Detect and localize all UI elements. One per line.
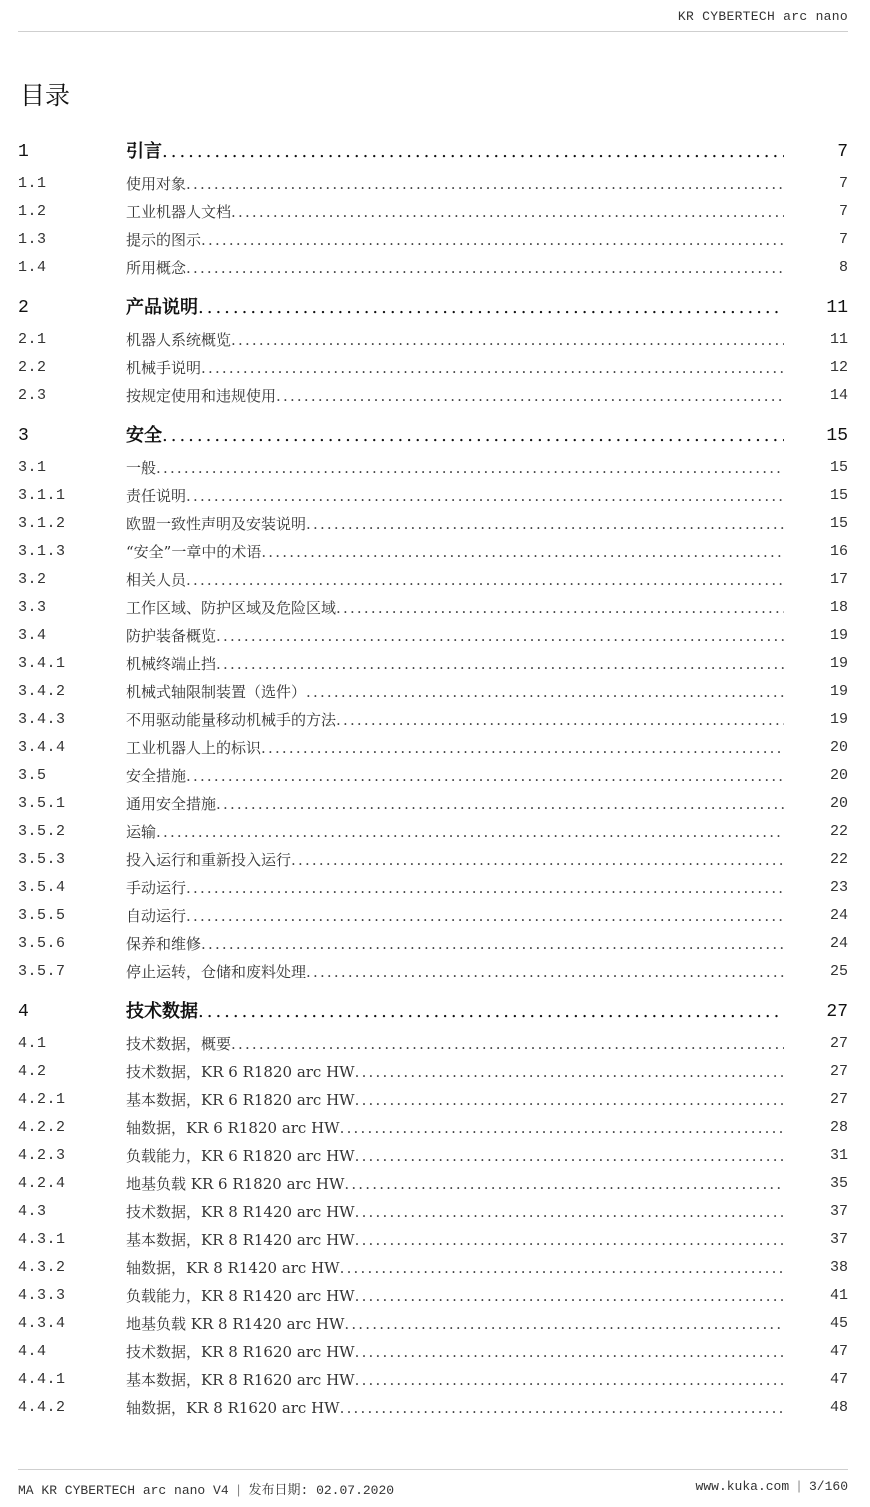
footer-page-number: 3/160 [808,1479,848,1494]
toc-entry-title-line [126,736,784,760]
toc-entry-page: 19 [829,683,848,700]
toc-entry-number: 1 [18,142,30,162]
toc-entry-title: 地基负载 KR 8 R1420 arc HW [126,1315,345,1333]
toc-entry-page: 15 [829,459,848,476]
footer-date: 02.07.2020 [316,1483,395,1498]
toc-entry-title: 技术数据，KR 8 R1620 arc HW [126,1343,355,1361]
toc-entry[interactable] [18,256,850,280]
toc-entry-title: 不用驱动能量移动机械手的方法 [126,711,337,729]
toc-entry[interactable] [18,1032,850,1056]
toc-entry[interactable] [18,540,850,564]
toc-entry-title: 轴数据，KR 6 R1820 arc HW [126,1119,340,1137]
toc-entry-page: 35 [829,1175,848,1192]
toc-entry-title-line [126,296,784,320]
footer-separator: | [795,1479,803,1494]
toc-entry-title-line [126,1116,784,1140]
toc-entry-number: 4.3.2 [18,1259,66,1276]
toc-entry-number: 3.3 [18,599,47,616]
toc-entry-title-line [126,764,784,788]
toc-entry-title-line [126,904,784,928]
toc-entry[interactable] [18,456,850,480]
toc-entry-title: 通用安全措施 [126,795,217,813]
toc-entry[interactable] [18,1256,850,1280]
toc-entry-title-line [126,172,784,196]
toc-entry-page: 8 [838,259,848,276]
toc-entry-number: 4.3.1 [18,1231,66,1248]
toc-entry-number: 2 [18,298,30,318]
toc-entry-page: 37 [829,1231,848,1248]
toc-entry-title: 所用概念 [126,259,187,277]
toc-entry[interactable] [18,484,850,508]
toc-entry[interactable] [18,1060,850,1084]
toc-entry-title: 安全 [126,425,162,446]
toc-entry-title: 负载能力，KR 6 R1820 arc HW [126,1147,355,1165]
toc-entry-title: 机械式轴限制装置（选件） [126,683,307,701]
toc-entry-page: 19 [829,627,848,644]
toc-entry-page: 24 [829,907,848,924]
toc-entry-title: 工作区域、防护区域及危险区域 [126,599,337,617]
toc-entry-number: 4 [18,1002,30,1022]
toc-entry[interactable] [18,792,850,816]
toc-entry-title: 产品说明 [126,297,198,318]
toc-entry-number: 4.2.1 [18,1091,66,1108]
toc-entry-number: 3.1.2 [18,515,66,532]
toc-entry-title-line [126,1396,784,1420]
toc-entry[interactable] [18,1396,850,1420]
toc-entry-page: 18 [829,599,848,616]
toc-entry-page: 23 [829,879,848,896]
toc-entry-page: 31 [829,1147,848,1164]
toc-entry[interactable] [18,680,850,704]
toc-entry[interactable] [18,1088,850,1112]
toc-entry-title-line [126,256,784,280]
toc-entry-title: 责任说明 [126,487,187,505]
toc-entry-number: 3.1 [18,459,47,476]
toc-entry[interactable] [18,1284,850,1308]
toc-entry-page: 19 [829,711,848,728]
toc-entry-title-line [126,792,784,816]
toc-entry-number: 4.2.2 [18,1119,66,1136]
toc-entry[interactable] [18,1116,850,1140]
toc-entry-page: 47 [829,1343,848,1360]
toc-entry-title-line [126,1032,784,1056]
toc-entry-title: 投入运行和重新投入运行 [126,851,292,869]
toc-entry-number: 4.2.3 [18,1147,66,1164]
toc-entry-page: 15 [829,515,848,532]
toc-entry-title: 技术数据，概要 [126,1035,232,1053]
toc-entry-title-line [126,424,784,448]
toc-entry-title-line [126,456,784,480]
toc-entry-title: 工业机器人上的标识 [126,739,262,757]
footer-left [18,1479,394,1498]
toc-entry[interactable] [18,1228,850,1252]
toc-entry-title-line [126,228,784,252]
toc-entry[interactable] [18,384,850,408]
page-title: 目录 [20,81,71,110]
toc-entry-page: 15 [829,487,848,504]
toc-entry-title: 基本数据，KR 6 R1820 arc HW [126,1091,355,1109]
footer-separator: | [234,1483,243,1498]
toc-entry-number: 4.3.3 [18,1287,66,1304]
toc-entry-number: 4.4 [18,1343,47,1360]
toc-entry-page: 19 [829,655,848,672]
toc-entry-title-line [126,680,784,704]
toc-entry-title-line [126,596,784,620]
toc-chapter-entry[interactable] [18,140,850,164]
footer-website-link[interactable]: www.kuka.com [695,1479,790,1494]
toc-entry-page: 14 [829,387,848,404]
toc-entry-page: 48 [829,1399,848,1416]
toc-entry-title-line [126,1340,784,1364]
toc-entry[interactable] [18,736,850,760]
toc-entry-title-line [126,328,784,352]
toc-entry-title: 手动运行 [126,879,187,897]
toc-entry-title: 技术数据，KR 8 R1420 arc HW [126,1203,355,1221]
toc-entry[interactable] [18,1172,850,1196]
toc-entry-number: 4.2 [18,1063,47,1080]
toc-entry-number: 3.4.1 [18,655,66,672]
toc-entry[interactable] [18,200,850,224]
toc-entry[interactable] [18,328,850,352]
toc-entry-page: 27 [829,1091,848,1108]
toc-entry-title: 工业机器人文档 [126,203,232,221]
toc-entry-number: 3.4.3 [18,711,66,728]
toc-entry[interactable] [18,708,850,732]
toc-entry-number: 1.2 [18,203,47,220]
toc-entry-number: 4.3.4 [18,1315,66,1332]
toc-entry-title-line [126,484,784,508]
toc-entry-title-line [126,652,784,676]
toc-entry-page: 7 [838,231,848,248]
toc-entry-page: 27 [829,1063,848,1080]
toc-entry-title: 机械终端止挡 [126,655,217,673]
toc-entry-number: 3.5.7 [18,963,66,980]
toc-entry[interactable] [18,876,850,900]
toc-entry-number: 4.2.4 [18,1175,66,1192]
toc-entry-title-line [126,1000,784,1024]
toc-entry-page: 20 [829,795,848,812]
toc-entry-number: 1.1 [18,175,47,192]
toc-entry[interactable] [18,652,850,676]
toc-entry-title: 防护装备概览 [126,627,217,645]
toc-entry-title: 引言 [126,141,162,162]
toc-entry-title: 基本数据，KR 8 R1620 arc HW [126,1371,355,1389]
toc-entry-title-line [126,1284,784,1308]
toc-entry-number: 3.4.2 [18,683,66,700]
toc-entry-title-line [126,200,784,224]
toc-entry-title: 一般 [126,459,157,477]
toc-entry-title: “安全”一章中的术语 [126,543,262,561]
toc-entry[interactable] [18,1200,850,1224]
toc-entry-number: 2.2 [18,359,47,376]
toc-entry-page: 12 [829,359,848,376]
toc-entry-title: 欧盟一致性声明及安装说明 [126,515,307,533]
toc-entry-title-line [126,848,784,872]
toc-entry-title-line [126,932,784,956]
toc-entry-title-line [126,820,784,844]
toc-entry-number: 3.5.2 [18,823,66,840]
toc-entry-number: 3.5.4 [18,879,66,896]
toc-entry-number: 3.4 [18,627,47,644]
toc-entry[interactable] [18,1312,850,1336]
toc-entry-title: 基本数据，KR 8 R1420 arc HW [126,1231,355,1249]
toc-entry-title: 轴数据，KR 8 R1420 arc HW [126,1259,340,1277]
toc-entry-title-line [126,356,784,380]
toc-entry[interactable] [18,764,850,788]
toc-entry-page: 15 [826,426,848,446]
toc-entry-title: 运输 [126,823,157,841]
toc-entry-number: 3 [18,426,30,446]
toc-entry-number: 4.4.1 [18,1371,66,1388]
toc-entry[interactable] [18,512,850,536]
toc-entry[interactable] [18,848,850,872]
toc-entry[interactable] [18,820,850,844]
toc-entry[interactable] [18,624,850,648]
toc-entry-title-line [126,960,784,984]
toc-chapter-entry[interactable] [18,296,850,320]
toc-entry-title-line [126,1144,784,1168]
toc-entry-title-line [126,568,784,592]
toc-entry-page: 7 [837,142,848,162]
toc-entry-page: 27 [829,1035,848,1052]
toc-entry-title: 负载能力，KR 8 R1420 arc HW [126,1287,355,1305]
toc-entry-number: 3.5.5 [18,907,66,924]
toc-entry-title-line [126,1228,784,1252]
toc-entry-title: 提示的图示 [126,231,202,249]
toc-entry-number: 3.5 [18,767,47,784]
toc-entry[interactable] [18,1144,850,1168]
toc-entry-title-line [126,1200,784,1224]
toc-entry[interactable] [18,904,850,928]
toc-entry-title: 停止运转，仓储和废料处理 [126,963,307,981]
toc-entry-page: 27 [826,1002,848,1022]
toc-entry-title: 安全措施 [126,767,187,785]
toc-entry-number: 4.3 [18,1203,47,1220]
toc-entry-page: 11 [829,331,848,348]
toc-chapter-entry[interactable] [18,1000,850,1024]
toc-entry-title: 地基负载 KR 6 R1820 arc HW [126,1175,345,1193]
toc-entry[interactable] [18,172,850,196]
toc-entry[interactable] [18,356,850,380]
toc-entry[interactable] [18,960,850,984]
toc-entry-page: 22 [829,851,848,868]
toc-entry-title: 自动运行 [126,907,187,925]
toc-entry-number: 2.3 [18,387,47,404]
toc-entry-title-line [126,1368,784,1392]
toc-entry-title-line [126,384,784,408]
toc-entry[interactable] [18,568,850,592]
footer-date-label: 发布日期: [248,1483,309,1498]
header-title: KR CYBERTECH arc nano [677,9,848,24]
toc-entry-page: 24 [829,935,848,952]
toc-entry-title-line [126,1312,784,1336]
toc-entry-title-line [126,1088,784,1112]
page-footer [18,1469,848,1502]
toc-entry-title: 相关人员 [126,571,187,589]
toc-entry-number: 3.4.4 [18,739,66,756]
toc-entry-page: 20 [829,767,848,784]
footer-right [696,1479,848,1494]
toc-entry-number: 4.4.2 [18,1399,66,1416]
toc-entry-title: 按规定使用和违规使用 [126,387,277,405]
toc-entry-title-line [126,708,784,732]
toc-entry-page: 45 [829,1315,848,1332]
toc-entry-page: 25 [829,963,848,980]
toc-chapter-entry[interactable] [18,424,850,448]
toc-entry-title-line [126,140,784,164]
toc-entry-title: 技术数据 [126,1001,198,1022]
toc-entry[interactable] [18,1368,850,1392]
toc-entry-page: 11 [826,298,848,318]
toc-entry-number: 1.3 [18,231,47,248]
toc-entry-title-line [126,1256,784,1280]
toc-entry-page: 7 [838,175,848,192]
toc-entry-page: 7 [838,203,848,220]
toc-entry[interactable] [18,1340,850,1364]
toc-entry-title-line [126,1060,784,1084]
toc-entry-number: 3.5.1 [18,795,66,812]
toc-entry[interactable] [18,228,850,252]
toc-entry-page: 37 [829,1203,848,1220]
toc-entry-page: 28 [829,1119,848,1136]
toc-entry-page: 41 [829,1287,848,1304]
toc-entry-title-line [126,624,784,648]
toc-entry-number: 3.2 [18,571,47,588]
toc-entry[interactable] [18,596,850,620]
toc-entry-title-line [126,876,784,900]
toc-entry-number: 3.5.3 [18,851,66,868]
toc-entry-title: 轴数据，KR 8 R1620 arc HW [126,1399,340,1417]
toc-entry-title: 机械手说明 [126,359,202,377]
toc-entry-title: 使用对象 [126,175,187,193]
toc-entry-title-line [126,540,784,564]
toc-entry-title-line [126,512,784,536]
footer-doc-name: MA KR CYBERTECH arc nano V4 [18,1483,229,1498]
toc-entry-number: 4.1 [18,1035,47,1052]
toc-entry-page: 22 [829,823,848,840]
toc-entry-title: 机器人系统概览 [126,331,232,349]
toc-entry-page: 16 [829,543,848,560]
toc-entry-title: 保养和维修 [126,935,202,953]
toc-entry-title: 技术数据，KR 6 R1820 arc HW [126,1063,355,1081]
toc-entry-number: 3.1.1 [18,487,66,504]
toc-entry-number: 1.4 [18,259,47,276]
toc-entry-number: 3.1.3 [18,543,66,560]
toc-entry-page: 20 [829,739,848,756]
toc-entry-page: 38 [829,1259,848,1276]
toc-entry-number: 2.1 [18,331,47,348]
toc-entry[interactable] [18,932,850,956]
toc-entry-page: 47 [829,1371,848,1388]
toc-entry-title-line [126,1172,784,1196]
toc-entry-page: 17 [829,571,848,588]
toc-entry-number: 3.5.6 [18,935,66,952]
page-header [18,0,848,32]
